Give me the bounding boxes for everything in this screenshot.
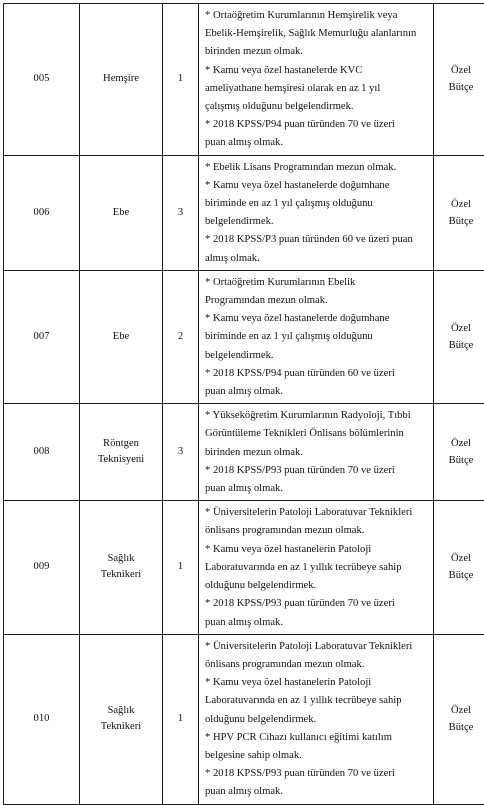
requirement-line: biriminde en az 1 yıl çalışmış olduğunu [205, 328, 429, 346]
requirement-line: ameliyathane hemşiresi olarak en az 1 yıl [205, 80, 429, 98]
position-code: 007 [4, 270, 80, 403]
requirement-line: * 2018 KPSS/P94 puan türünden 60 ve üzeri [205, 365, 429, 383]
budget-type [434, 270, 484, 403]
requirement-line: biriminde en az 1 yıl çalışmış olduğunu [205, 195, 429, 213]
requirement-line: olduğunu belgelendirmek. [205, 711, 429, 729]
position-title [80, 4, 163, 156]
recruitment-table [3, 3, 484, 805]
requirement-line: belgelendirmek. [205, 213, 429, 231]
table-row [4, 155, 484, 270]
requirement-line: * Kamu veya özel hastanelerde doğumhane [205, 177, 429, 195]
requirement-line: * 2018 KPSS/P3 puan türünden 60 ve üzeri puan [205, 231, 429, 249]
requirement-line: puan almış olmak. [205, 134, 429, 152]
budget-type-line: Özel [434, 320, 484, 337]
requirement-line: * Ebelik Lisans Programından mezun olmak. [205, 159, 429, 177]
table-row [4, 4, 484, 156]
requirement-line: Görüntüleme Teknikleri Önlisans bölümlerinin [205, 425, 429, 443]
position-title [80, 501, 163, 634]
requirement-line: * 2018 KPSS/P93 puan türünden 70 ve üzeri [205, 595, 429, 613]
requirement-line: * Üniversitelerin Patoloji Laboratuvar Teknikleri [205, 638, 429, 656]
requirement-line: puan almış olmak. [205, 783, 429, 801]
requirement-line: * Kamu veya özel hastanelerde doğumhane [205, 310, 429, 328]
requirement-line: puan almış olmak. [205, 383, 429, 401]
budget-type-line: Bütçe [434, 452, 484, 469]
requirement-line: * Kamu veya özel hastanelerin Patoloji [205, 541, 429, 559]
position-title [80, 634, 163, 804]
budget-type-line: Bütçe [434, 213, 484, 230]
table-row [4, 270, 484, 403]
budget-type [434, 634, 484, 804]
position-title [80, 404, 163, 501]
requirement-line: * 2018 KPSS/P94 puan türünden 70 ve üzeri [205, 116, 429, 134]
budget-type [434, 501, 484, 634]
budget-type-line: Bütçe [434, 337, 484, 354]
budget-type-line: Özel [434, 550, 484, 567]
requirements-cell [199, 155, 434, 270]
requirement-line: birinden mezun olmak. [205, 444, 429, 462]
requirements-cell [199, 404, 434, 501]
requirement-line: önlisans programından mezun olmak. [205, 522, 429, 540]
requirement-line: * Ortaöğretim Kurumlarının Ebelik [205, 274, 429, 292]
budget-type-line: Özel [434, 196, 484, 213]
requirement-line: * 2018 KPSS/P93 puan türünden 70 ve üzeri [205, 462, 429, 480]
position-count: 1 [163, 4, 199, 156]
position-title [80, 270, 163, 403]
requirement-line: puan almış olmak. [205, 480, 429, 498]
requirements-cell [199, 4, 434, 156]
position-title [80, 155, 163, 270]
requirement-line: * 2018 KPSS/P93 puan türünden 70 ve üzeri [205, 765, 429, 783]
requirement-line: birinden mezun olmak. [205, 43, 429, 61]
position-count: 1 [163, 501, 199, 634]
table-row [4, 501, 484, 634]
position-count: 1 [163, 634, 199, 804]
table-row [4, 634, 484, 804]
position-title-line: Sağlık [80, 703, 162, 719]
position-count: 2 [163, 270, 199, 403]
requirement-line: belgesine sahip olmak. [205, 747, 429, 765]
requirement-line: puan almış olmak. [205, 614, 429, 632]
requirement-line: Laboratuvarında en az 1 yıllık tecrübeye sahip [205, 692, 429, 710]
budget-type [434, 404, 484, 501]
position-title-line: Hemşire [80, 71, 162, 87]
position-title-line: Teknikeri [80, 567, 162, 583]
requirement-line: Laboratuvarında en az 1 yıllık tecrübeye sahip [205, 559, 429, 577]
position-title-line: Ebe [80, 205, 162, 221]
position-title-line: Sağlık [80, 551, 162, 567]
requirement-line: almış olmak. [205, 250, 429, 268]
requirement-line: çalışmış olduğunu belgelendirmek. [205, 98, 429, 116]
requirement-line: * Yükseköğretim Kurumlarının Radyoloji, Tıbbi [205, 407, 429, 425]
requirement-line: olduğunu belgelendirmek. [205, 577, 429, 595]
requirements-cell [199, 501, 434, 634]
requirement-line: önlisans programından mezun olmak. [205, 656, 429, 674]
position-code: 009 [4, 501, 80, 634]
budget-type-line: Bütçe [434, 719, 484, 736]
requirement-line: belgelendirmek. [205, 347, 429, 365]
position-code: 010 [4, 634, 80, 804]
position-count: 3 [163, 404, 199, 501]
requirement-line: * Üniversitelerin Patoloji Laboratuvar Teknikleri [205, 504, 429, 522]
position-title-line: Teknikeri [80, 719, 162, 735]
requirement-line: Ebelik-Hemşirelik, Sağlık Memurluğu alanlarının [205, 25, 429, 43]
position-title-line: Ebe [80, 329, 162, 345]
position-count: 3 [163, 155, 199, 270]
position-title-line: Röntgen [80, 436, 162, 452]
position-title-line: Teknisyeni [80, 452, 162, 468]
requirement-line: * Ortaöğretim Kurumlarının Hemşirelik veya [205, 7, 429, 25]
requirement-line: * HPV PCR Cihazı kullanıcı eğitimi katılım [205, 729, 429, 747]
budget-type-line: Özel [434, 702, 484, 719]
budget-type-line: Bütçe [434, 79, 484, 96]
position-code: 006 [4, 155, 80, 270]
budget-type-line: Özel [434, 62, 484, 79]
requirement-line: * Kamu veya özel hastanelerde KVC [205, 62, 429, 80]
table-body [4, 4, 484, 805]
position-code: 005 [4, 4, 80, 156]
requirement-line: * Kamu veya özel hastanelerin Patoloji [205, 674, 429, 692]
requirements-cell [199, 634, 434, 804]
table-row [4, 404, 484, 501]
position-code: 008 [4, 404, 80, 501]
requirement-line: Programından mezun olmak. [205, 292, 429, 310]
budget-type [434, 4, 484, 156]
requirements-cell [199, 270, 434, 403]
budget-type [434, 155, 484, 270]
budget-type-line: Bütçe [434, 567, 484, 584]
budget-type-line: Özel [434, 435, 484, 452]
